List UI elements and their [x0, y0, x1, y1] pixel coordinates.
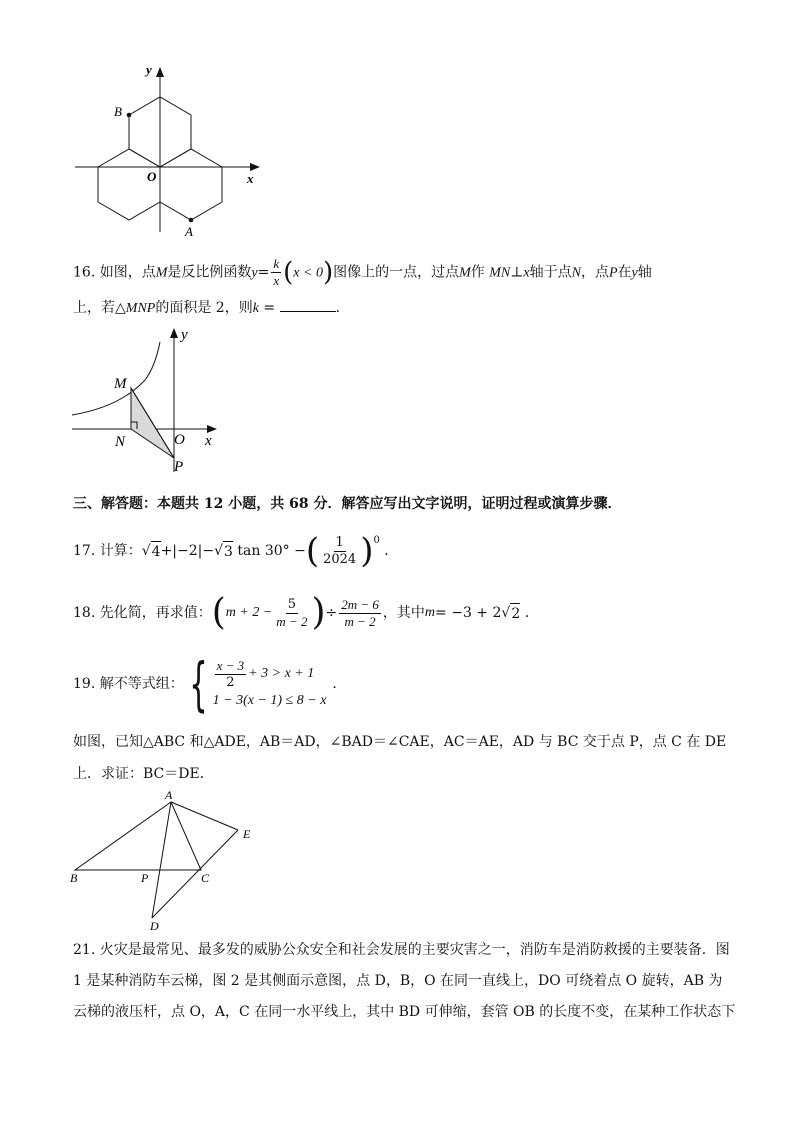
point-p-label: P [174, 459, 184, 475]
point-e-label: E [243, 827, 251, 841]
point-c-label: C [201, 871, 210, 885]
triangle-figure [68, 785, 268, 935]
question-21-line3: 云梯的液压杆，点 O，A，C 在同一水平线上，其中 BD 可伸缩，套管 OB 的长度不变，在某种工作状态下 [73, 1004, 736, 1020]
y-axis-label: y [181, 327, 188, 343]
question-16-line1: 16. 如图，点M是反比例函数y= $\frac{k}{x}$ (x < 0)图像上的一点，过点M作 MN⊥x轴于点N，点P在y轴 [73, 256, 652, 288]
point-d-label: D [150, 919, 159, 933]
origin-label: O [174, 432, 185, 448]
hexagon-figure [70, 60, 270, 245]
question-19: 19. 解不等式组： { $\frac{x - 3}{2}$ + 3 > x + 1 1 − 3(x − 1) ≤ 8 − x ． [73, 650, 347, 718]
point-b-label: B [114, 104, 122, 119]
x-axis-label: x [205, 433, 212, 449]
point-a-label: A [185, 224, 193, 239]
question-20-line2: 上．求证：BC＝DE． [73, 766, 214, 782]
question-16-line2: 上，若△MNP的面积是 2，则k = ． [73, 297, 350, 319]
point-b-label: B [70, 871, 78, 885]
question-21-line1: 21. 火灾是最常见、最多发的威胁公众安全和社会发展的主要灾害之一，消防车是消防救援的主要装备．图 [73, 942, 730, 958]
point-n-label: N [115, 434, 126, 450]
section-heading: 三、解答题：本题共 12 小题，共 68 分．解答应写出文字说明，证明过程或演算步骤． [73, 496, 622, 512]
question-17: 17. 计算： √ 4 +|−2|− √ 3 tan 30° − ( $\frac{1}{2024}$ ) $^0$ ． [73, 531, 399, 571]
point-a-label: A [165, 788, 173, 802]
answer-blank [280, 297, 336, 312]
point-p-label: P [141, 871, 149, 885]
origin-label: O [147, 169, 157, 184]
y-axis-label: y [146, 62, 152, 77]
inverse-function-figure [70, 322, 230, 480]
question-21-line2: 1 是某种消防车云梯，图 2 是其侧面示意图，点 D，B，O 在同一直线上，DO 可绕着点 O 旋转，AB 为 [73, 973, 723, 989]
question-18: 18. 先化简，再求值： ( m + 2 − $\frac{5}{m - 2}$ ) ÷ $\frac{2m - 6}{m - 2}$ ，其中 m = −3 + 2 √ 2 ． [73, 592, 539, 633]
x-axis-label: x [247, 171, 254, 186]
question-20-line1: 如图，已知△ABC 和△ADE，AB＝AD，∠BAD＝∠CAE，AC＝AE，AD 与 BC 交于点 P，点 C 在 DE [73, 734, 727, 750]
point-m-label: M [114, 376, 127, 392]
